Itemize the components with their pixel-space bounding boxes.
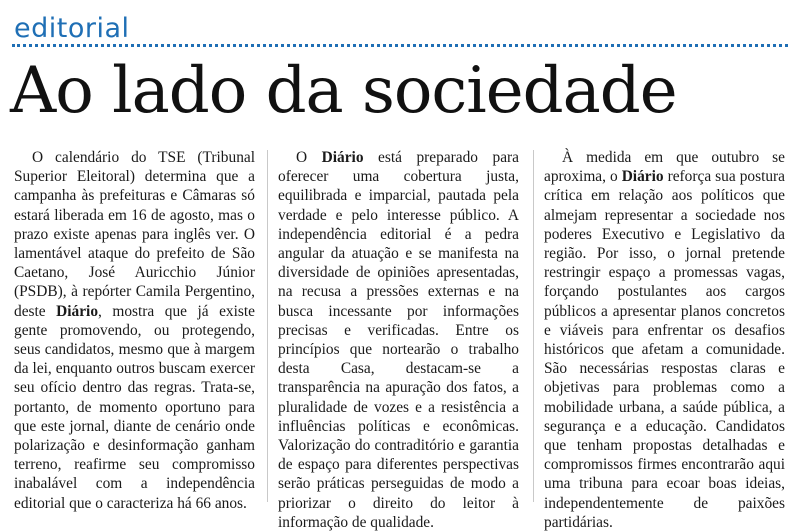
- column-2-brand-name: Diário: [321, 149, 364, 166]
- column-1-text-end: , mostra que já existe gente promovendo, ou protegendo, seus candidatos, mesmo que à margem da lei, enquanto outros buscam exercer seu ofício dentro das regras. Trata-se, portanto, de momento oportuno para que este jornal, diante de cenário onde polarização e desinformação ganham terreno, reafirme seu compromisso inabalável com a independência editorial que o caracteriza há 66 anos.: [14, 302, 255, 512]
- section-label: editorial: [14, 13, 130, 44]
- column-3-paragraph: [544, 148, 785, 532]
- column-divider-2: [533, 150, 534, 502]
- column-3-text-end: reforça sua postura crítica em relação aos políticos que almejam representar a sociedade nos poderes Executivo e Legislativo da região. Por isso, o jornal pretende restringir espaço a promessas vagas, forçando postulantes aos cargos públicos a apresentar planos concretos e viáveis para enfrentar os desafios históricos que afetam a comunidade. São necessárias respostas claras e objetivas para problemas como a mobilidade urbana, a saúde pública, a segurança e a educação. Candidatos que tenham propostas detalhadas e compromissos firmes encontrarão aqui uma tribuna para ecoar boas ideias, independentemente de paixões partidárias.: [544, 168, 785, 531]
- column-2-paragraph: [278, 148, 519, 532]
- article-column-3: [544, 148, 785, 531]
- section-header: [12, 12, 788, 48]
- column-divider-1: [267, 150, 268, 502]
- article-columns: [14, 148, 788, 531]
- column-3-text-start: À medida em que outubro se aproxima, o: [544, 149, 785, 186]
- article-column-2: [278, 148, 520, 531]
- column-2-text-end: está preparado para oferecer uma cobertura justa, equilibrada e imparcial, pautada pela verdade e pelo interesse público. A independência editorial é a pedra angular da atuação e se manifesta na diversidade de opiniões apresentadas, na recusa a pressões externas e na busca incessante por informações precisas e verificadas. Entre os princípios que nortearão o trabalho desta Casa, destacam-se a transparência na apuração dos fatos, a pluralidade de vozes e a resistência a influências políticas e econômicas. Valorização do contraditório e garantia de espaço para diferentes perspectivas serão práticas perseguidas de modo a priorizar o direito do leitor à informação de qualidade.: [278, 149, 520, 531]
- column-1-brand-name: Diário: [56, 302, 99, 320]
- column-1-paragraph: [14, 148, 255, 513]
- column-3-brand-name: Diário: [621, 168, 664, 186]
- article-column-1: [14, 148, 255, 518]
- section-dotted-rule: [12, 44, 788, 47]
- column-1-text-start: O calendário do TSE (Tribunal Superior Eleitoral) determina que a campanha às prefeituras e Câmaras só estará liberada em 16 de agosto, mas o prazo existe apenas para inglês ver. O lamentável ataque do prefeito de São Caetano, José Auricchio Júnior (PSDB), à repórter Camila Pergentino, deste: [14, 149, 255, 320]
- column-2-text-start: O: [296, 149, 322, 166]
- headline: Ao lado da sociedade: [10, 54, 677, 128]
